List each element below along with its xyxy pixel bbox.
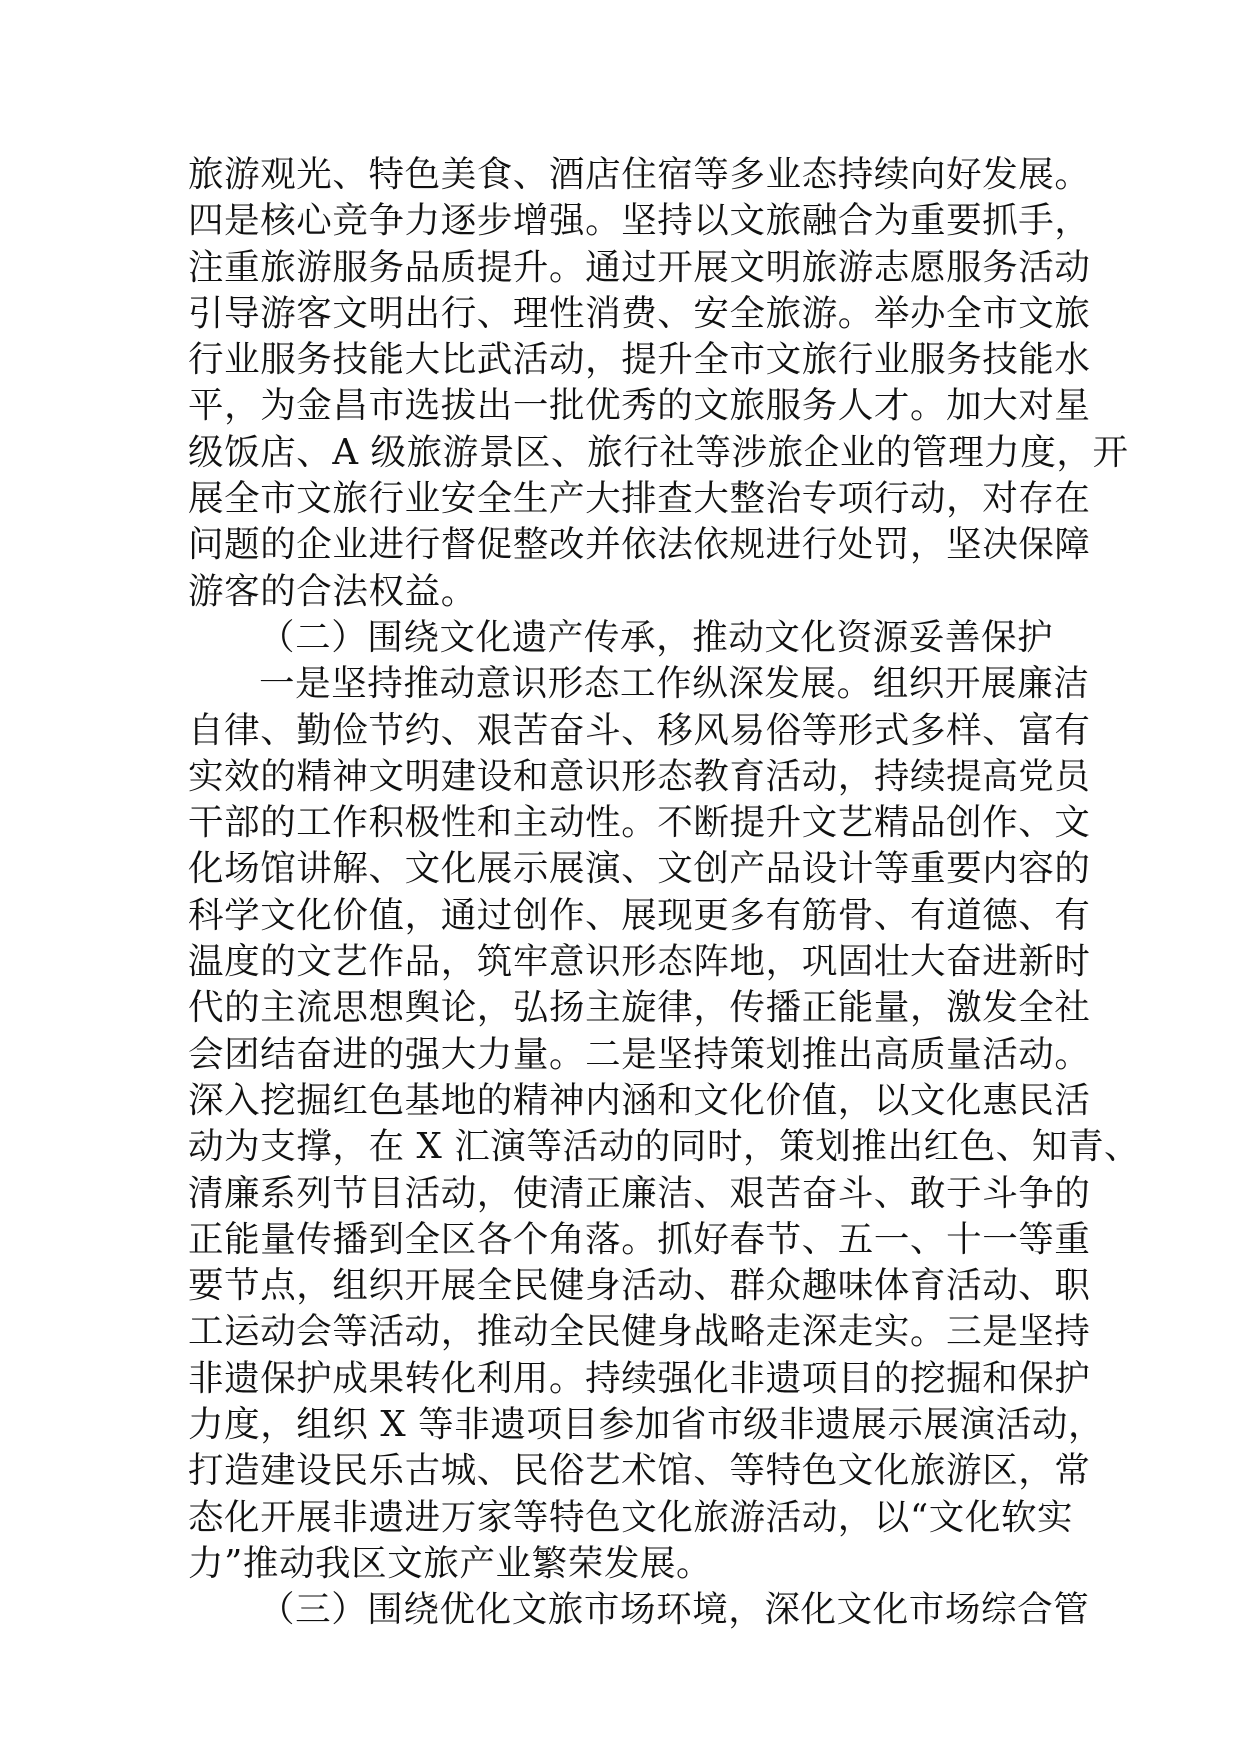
text-line: 干部的工作积极性和主动性。不断提升文艺精品创作、文 (188, 802, 1091, 844)
text-line: 旅游观光、特色美食、酒店住宿等多业态持续向好发展。 (188, 154, 1091, 195)
text-line: 游客的合法权益。 (188, 570, 477, 612)
text-line: 要节点，组织开展全民健身活动、群众趣味体育活动、职 (188, 1265, 1091, 1307)
text-line: 非遗保护成果转化利用。持续强化非遗项目的挖掘和保护 (188, 1357, 1091, 1399)
text-line: 打造建设民乐古城、民俗艺术馆、等特色文化旅游区，常 (188, 1450, 1091, 1492)
text-line: 注重旅游服务品质提升。通过开展文明旅游志愿服务活动 (188, 246, 1091, 288)
text-line: 温度的文艺作品，筑牢意识形态阵地，巩固壮大奋进新时 (188, 941, 1091, 983)
text-line: 平，为金昌市选拔出一批优秀的文旅服务人才。加大对星 (188, 385, 1091, 427)
text-line: 引导游客文明出行、理性消费、安全旅游。举办全市文旅 (188, 292, 1091, 334)
text-line: 深入挖掘红色基地的精神内涵和文化价值，以文化惠民活 (188, 1079, 1091, 1121)
text-line: 会团结奋进的强大力量。二是坚持策划推出高质量活动。 (188, 1033, 1091, 1075)
text-line: 清廉系列节目活动，使清正廉洁、艰苦奋斗、敢于斗争的 (188, 1172, 1091, 1214)
text-line: 代的主流思想舆论，弘扬主旋律，传播正能量，激发全社 (188, 987, 1091, 1029)
text-line: 力”推动我区文旅产业繁荣发展。 (188, 1542, 713, 1584)
text-line: 化场馆讲解、文化展示展演、文创产品设计等重要内容的 (188, 848, 1091, 890)
text-line: 实效的精神文明建设和意识形态教育活动，持续提高党员 (188, 755, 1091, 797)
text-line: 展全市文旅行业安全生产大排查大整治专项行动，对存在 (188, 478, 1091, 520)
text-line: 态化开展非遗进万家等特色文化旅游活动，以“文化软实 (188, 1496, 1074, 1538)
section-heading: （三）围绕优化文旅市场环境，深化文化市场综合管 (259, 1589, 1090, 1631)
text-line: 级饭店、A 级旅游景区、旅行社等涉旅企业的管理力度，开 (188, 431, 1129, 473)
text-line: 问题的企业进行督促整改并依法依规进行处罚，坚决保障 (188, 524, 1091, 566)
text-line: 工运动会等活动，推动全民健身战略走深走实。三是坚持 (188, 1311, 1091, 1353)
paragraph-start-line: 一是坚持推动意识形态工作纵深发展。组织开展廉洁 (259, 663, 1090, 705)
text-line: 力度，组织 X 等非遗项目参加省市级非遗展示展演活动， (188, 1404, 1105, 1446)
text-line: 四是核心竞争力逐步增强。坚持以文旅融合为重要抓手， (188, 200, 1091, 242)
text-line: 行业服务技能大比武活动，提升全市文旅行业服务技能水 (188, 339, 1091, 381)
section-heading: （二）围绕文化遗产传承，推动文化资源妥善保护 (259, 616, 1054, 658)
body-text (188, 152, 1141, 1634)
text-line: 动为支撑，在 X 汇演等活动的同时，策划推出红色、知青、 (188, 1126, 1141, 1168)
text-line: 自律、勤俭节约、艰苦奋斗、移风易俗等形式多样、富有 (188, 709, 1091, 751)
text-line: 正能量传播到全区各个角落。抓好春节、五一、十一等重 (188, 1218, 1091, 1260)
text-line: 科学文化价值，通过创作、展现更多有筋骨、有道德、有 (188, 894, 1091, 936)
